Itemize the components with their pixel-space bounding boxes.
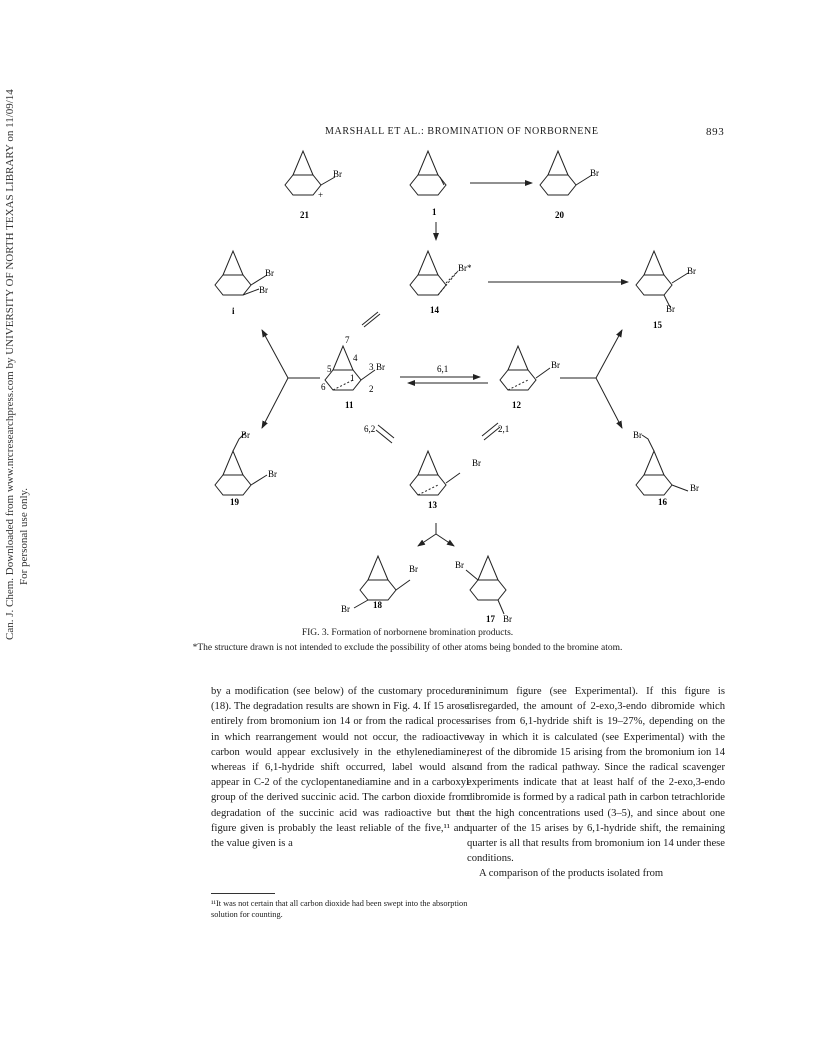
- compound-12: 12: [512, 400, 521, 410]
- body-paragraph: minimum figure (see Experimental). If this figure is disregarded, the amount of 2-exo,3-endo dibromide which arises from 6,1-hydride shift is 19–27%, depending on the way in which it is calculated (see Experimental) with the rest of the dibromide 15 arising from the bromonium ion 14 and from the radical pathway. Since the radical scavenger experiments indicate that at least half of the 2-exo,3-endo dibromide is formed by a radical path in carbon tetrachloride at the high concentrations used (3–5), and since about one quarter of the 15 arises by 6,1-hydride shift, the remaining quarter is all that results from bromonium ion 14 under these conditions.: [467, 686, 725, 865]
- atom-br: Br: [268, 469, 277, 479]
- atom-br: Br: [333, 169, 342, 179]
- footnote-11: ¹¹It was not certain that all carbon dioxide had been swept into the absorption solution for counting.: [211, 899, 468, 919]
- position-7: 7: [345, 335, 350, 345]
- atom-br: Br: [633, 430, 642, 440]
- atom-br: Br: [341, 604, 350, 614]
- atom-br: Br: [590, 168, 599, 178]
- body-paragraph: by a modification (see below) of the customary procedure (18). The degradation results are shown in Fig. 4. If 15 arose entirely from bromonium ion 14 or from the radical process in which rearrangement would not occur, the radioactive carbon would appear exclusively in the ethylenediamine, whereas if 6,1-hydride shift occurred, label would also appear in C-2 of the cyclopentanediamine and in a carboxyl group of the derived succinic acid. The carbon dioxide from degradation of the succinic acid was radioactive but the figure given is probably the least reliable of the five,¹¹ and the value given is a: [211, 686, 469, 850]
- position-5: 5: [327, 364, 332, 374]
- figure-caption: FIG. 3. Formation of norbornene bromination products.: [301, 628, 514, 638]
- atom-br: Br: [376, 362, 385, 372]
- atom-br: Br: [687, 266, 696, 276]
- compound-i: i: [232, 306, 235, 316]
- position-3: 3: [369, 362, 374, 372]
- position-6: 6: [321, 382, 326, 392]
- compound-21: 21: [300, 210, 309, 220]
- atom-br: Br: [265, 268, 274, 278]
- carbocation-plus: +: [318, 190, 324, 200]
- body-column-left: [211, 684, 469, 851]
- atom-br: Br: [666, 304, 675, 314]
- atom-br-star: Br*: [458, 263, 472, 273]
- atom-br: Br: [259, 285, 268, 295]
- download-notice: Can. J. Chem. Downloaded from www.nrcresearchpress.com by UNIVERSITY OF NORTH TEXAS LIBRARY on 11/09/14: [4, 89, 16, 640]
- compound-19: 19: [230, 497, 239, 507]
- compound-17: 17: [486, 614, 495, 624]
- compound-16: 16: [658, 497, 667, 507]
- atom-br: Br: [551, 360, 560, 370]
- running-head: MARSHALL ET AL.: BROMINATION OF NORBORNENE: [325, 126, 599, 137]
- compound-20: 20: [555, 210, 564, 220]
- compound-1: 1: [432, 207, 437, 217]
- footnote-rule: [211, 893, 275, 894]
- shift-21-label: 2,1: [498, 424, 510, 434]
- compound-14: 14: [430, 305, 439, 315]
- figure-footnote: *The structure drawn is not intended to exclude the possibility of other atoms being bonded to the bromine atom.: [192, 643, 623, 653]
- position-1: 1: [350, 373, 355, 383]
- compound-18: 18: [373, 600, 382, 610]
- page-number: 893: [706, 126, 725, 138]
- body-column-right: [467, 684, 725, 882]
- compound-15: 15: [653, 320, 662, 330]
- position-2: 2: [369, 384, 374, 394]
- atom-br: Br: [472, 458, 481, 468]
- body-paragraph: A comparison of the products isolated from: [479, 868, 664, 880]
- shift-62-label: 6,2: [364, 424, 376, 434]
- shift-61-label: 6,1: [437, 364, 449, 374]
- atom-br: Br: [409, 564, 418, 574]
- usage-notice: For personal use only.: [18, 487, 30, 585]
- atom-br: Br: [241, 430, 250, 440]
- compound-13: 13: [428, 500, 437, 510]
- atom-br: Br: [690, 483, 699, 493]
- compound-11: 11: [345, 400, 354, 410]
- position-4: 4: [353, 353, 358, 363]
- atom-br: Br: [503, 614, 512, 624]
- atom-br: Br: [455, 560, 464, 570]
